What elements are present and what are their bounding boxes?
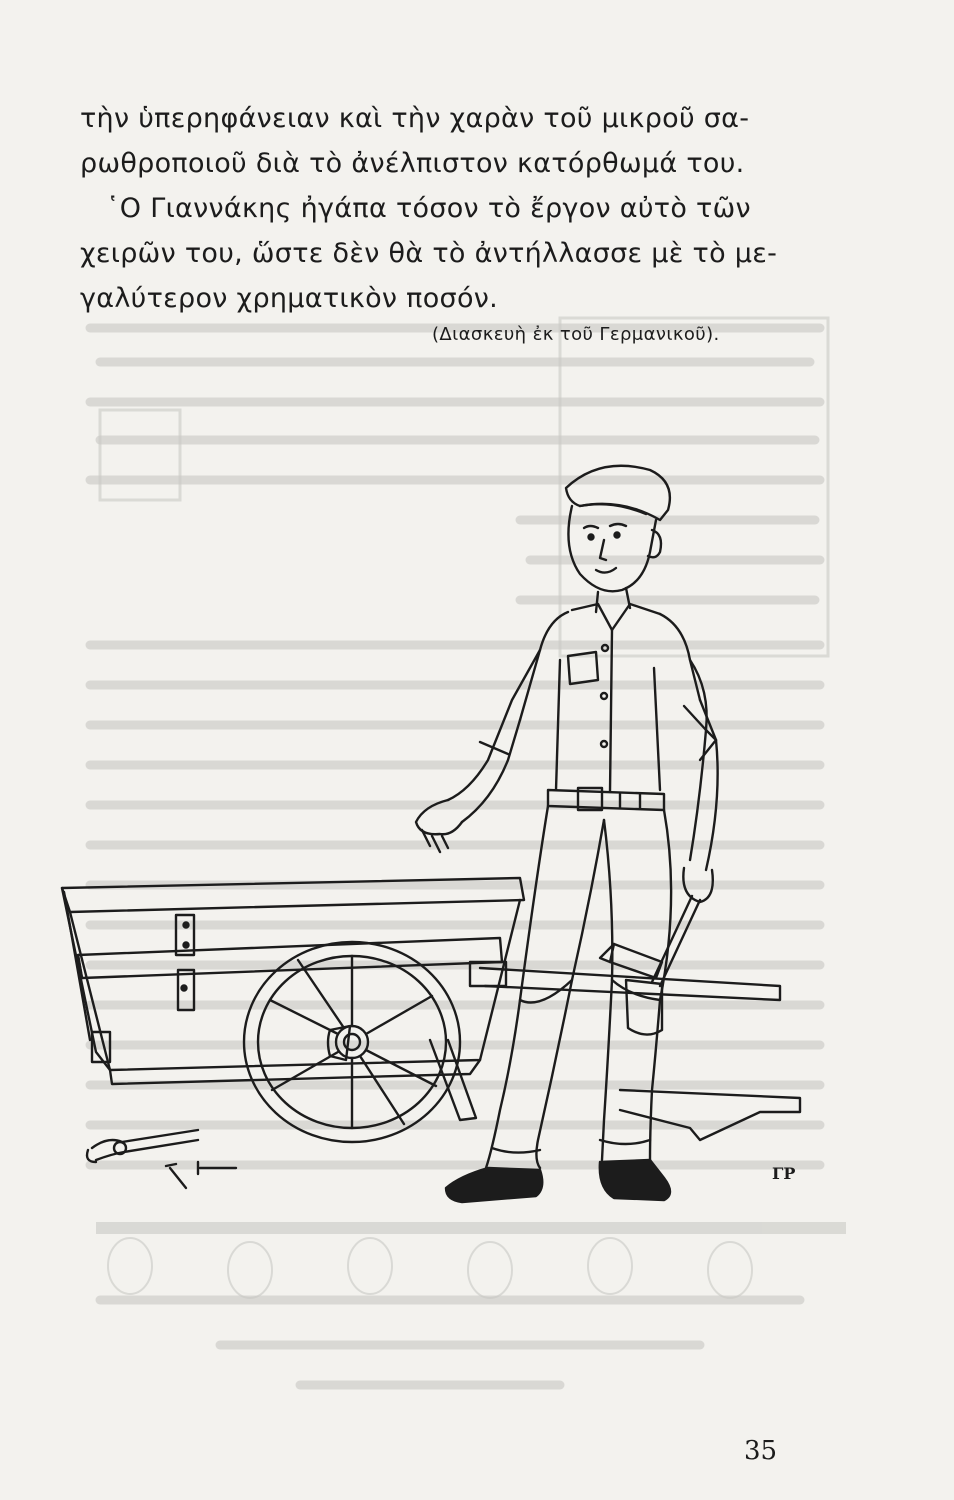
artist-monogram: ΓΡ [772,1164,796,1183]
text-line: τὴν ὑπερηφάνειαν καὶ τὴν χαρὰν τοῦ μικροῦ σα- [80,103,750,134]
text-line: χειρῶν του, ὥστε δὲν θὰ τὸ ἀντήλλασσε μὲ τὸ με- [80,238,778,269]
page-number: 35 [744,1436,778,1466]
source-attribution: (Διασκευὴ ἐκ τοῦ Γερμανικοῦ). [432,324,720,345]
handcart-drawing [62,878,800,1142]
pincers-drawing [87,1130,198,1162]
text-line: ῾Ο Γιαννάκης ἠγάπα τόσον τὸ ἔργον αὐτὸ τῶν [106,193,751,224]
text-line: ρωθροποιοῦ διὰ τὸ ἀνέλπιστον κατόρθωμά του. [80,148,745,179]
text-line: γαλύτερον χρηματικὸν ποσόν. [80,283,499,314]
nails-drawing [166,1162,236,1188]
